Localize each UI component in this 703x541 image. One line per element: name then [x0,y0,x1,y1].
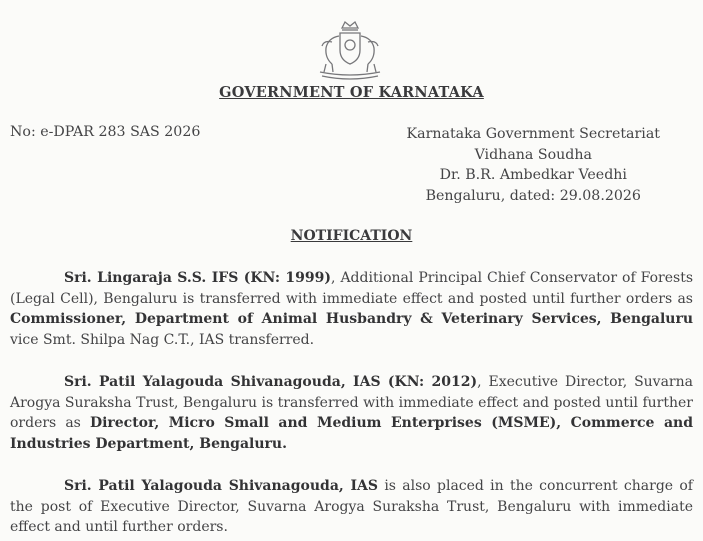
notification-paragraph [10,268,693,350]
posting-title: Director, Micro Small and Medium Enterprises (MSME), Commerce and Industries Department, Bengaluru. [10,415,693,452]
address-line: Vidhana Soudha [474,146,592,163]
notification-paragraph [10,476,693,538]
address-date-line: Bengaluru, dated: 29.08.2026 [425,187,641,204]
address-line: Dr. B.R. Ambedkar Veedhi [439,167,627,183]
officer-name: Sri. Patil Yalagouda Shivanagouda, IAS [64,478,379,494]
notification-title: NOTIFICATION [290,228,413,244]
sender-address [407,124,660,206]
address-line: Karnataka Government Secretariat [406,126,660,142]
order-number: No: e-DPAR 283 SAS 2026 [10,124,201,140]
government-title: GOVERNMENT OF KARNATAKA [219,84,484,101]
notification-paragraph [10,372,693,454]
officer-name: Sri. Lingaraja S.S. IFS (KN: 1999) [64,270,331,286]
paragraph-text: vice Smt. Shilpa Nag C.T., IAS transferred. [10,331,315,348]
officer-name: Sri. Patil Yalagouda Shivanagouda, IAS (KN: 2012) [64,374,478,390]
paragraph-text: , Executive Director, Suvarna Arogya Suraksha Trust, Bengaluru is transferred with immediate effect and posted until further orders as [10,374,693,431]
paragraph-text: , Additional Principal Chief Conservator of Forests (Legal Cell), Bengaluru is transferred with immediate effect and posted until further orders as [10,270,694,307]
state-emblem-icon [312,18,388,82]
posting-title: Commissioner, Department of Animal Husbandry & Veterinary Services, Bengaluru [10,311,693,327]
paragraph-text: is also placed in the concurrent charge of the post of Executive Director, Suvarna Arogya Suraksha Trust, Bengaluru with immediate effect and until further orders. [10,478,693,535]
